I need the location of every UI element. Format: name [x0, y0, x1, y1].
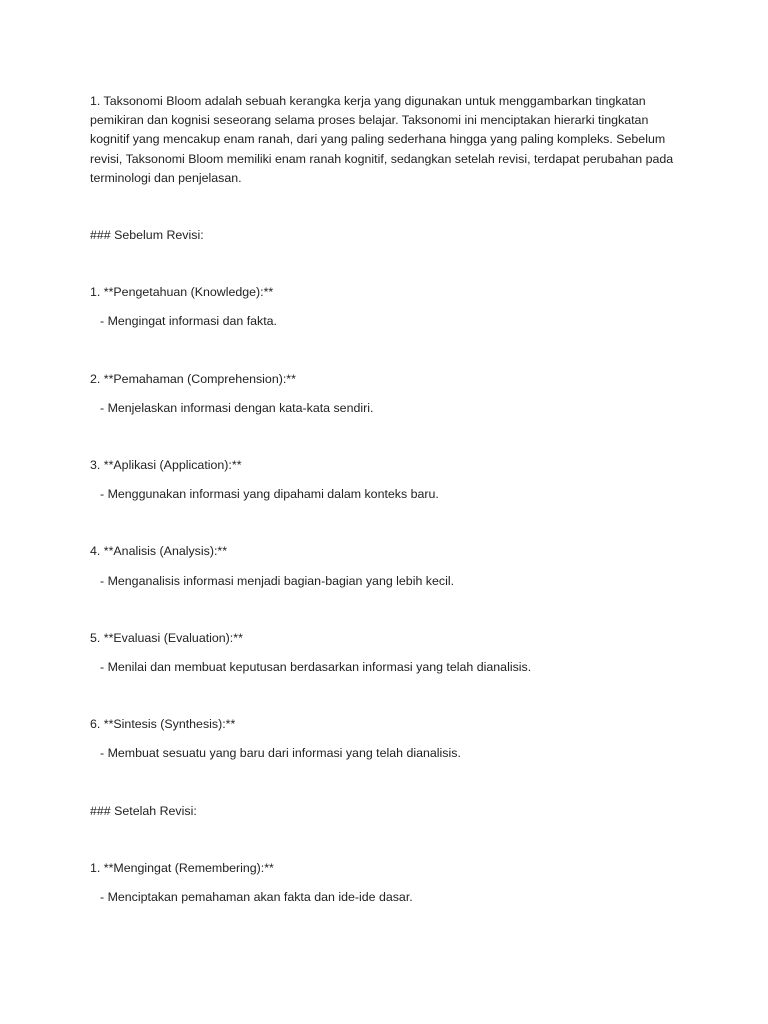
- list-item-title: 1. **Pengetahuan (Knowledge):**: [90, 285, 274, 300]
- list-item-title: 1. **Mengingat (Remembering):**: [90, 860, 274, 875]
- list-item-title: 6. **Sintesis (Synthesis):**: [90, 717, 236, 732]
- intro-paragraph: 1. Taksonomi Bloom adalah sebuah kerangka kerja yang digunakan untuk menggambarkan tingkatan pemikiran dan kognisi seseorang selama proses belajar. Taksonomi ini menciptakan hierarki tingkatan kognitif yang mencakup enam ranah, dari yang paling sederhana hingga yang paling kompleks. Sebelum revisi, Taksonomi Bloom memiliki enam ranah kognitif, sedangkan setelah revisi, terdapat perubahan pada terminologi dan penjelasan.: [90, 94, 674, 185]
- heading-before-revision: ### Sebelum Revisi:: [90, 228, 204, 243]
- list-item-title: 5. **Evaluasi (Evaluation):**: [90, 630, 243, 645]
- list-item-desc: - Mengingat informasi dan fakta.: [100, 314, 278, 329]
- list-item-title: 4. **Analisis (Analysis):**: [90, 544, 228, 559]
- list-item-desc: - Menjelaskan informasi dengan kata-kata sendiri.: [100, 400, 374, 415]
- list-item-desc: - Menggunakan informasi yang dipahami dalam konteks baru.: [100, 487, 439, 502]
- list-item-desc: - Menciptakan pemahaman akan fakta dan ide-ide dasar.: [100, 890, 413, 905]
- list-item-title: 3. **Aplikasi (Application):**: [90, 458, 242, 473]
- list-item-desc: - Membuat sesuatu yang baru dari informasi yang telah dianalisis.: [100, 746, 461, 761]
- list-item-title: 2. **Pemahaman (Comprehension):**: [90, 371, 296, 386]
- list-item-desc: - Menganalisis informasi menjadi bagian-bagian yang lebih kecil.: [100, 573, 455, 588]
- list-item-desc: - Menilai dan membuat keputusan berdasarkan informasi yang telah dianalisis.: [100, 660, 532, 675]
- heading-after-revision: ### Setelah Revisi:: [90, 803, 197, 818]
- document-content: [90, 92, 680, 907]
